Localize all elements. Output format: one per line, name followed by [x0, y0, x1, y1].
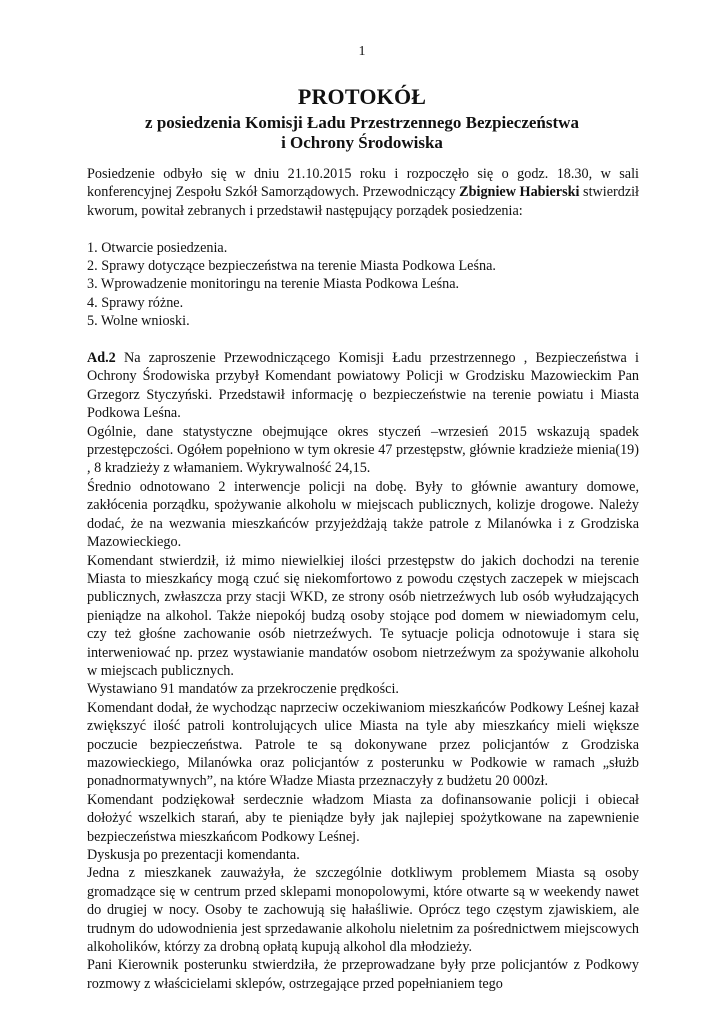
document-title: PROTOKÓŁ [297, 84, 427, 109]
document-body [87, 165, 639, 993]
body-paragraph: Komendant stwierdził, iż mimo niewielkiej ilości przestępstw do jakich dochodzi na terenie Miasta to mieszkańcy mogą czuć się niekomfortowo z powodu częstych zaczepek w miejscach publicznych, zwłaszcza przy stacji WKD, ze strony osób nietrzeźwych lub osób wyłudzających pieniądze na alkohol. Także niepokój budzą osoby stojące pod domem w niewiadomym celu, czy też głośne zachowanie osób nietrzeźwych. Te sytuacje policja odnotowuje i stara się interweniować np. przez wystawianie mandatów osobom nietrzeźwym za spożywanie alkoholu w miejscach publicznych. [87, 552, 639, 679]
ad2-label: Ad.2 [87, 350, 116, 367]
chairman-name: Zbigniew Habierski [459, 184, 580, 201]
agenda-item: 2. Sprawy dotyczące bezpieczeństwa na terenie Miasta Podkowa Leśna. [87, 258, 496, 275]
body-paragraph: Ogólnie, dane statystyczne obejmujące okres styczeń –wrzesień 2015 wskazują spadek przestępczości. Ogółem popełniono w tym okresie 47 przestępstw, głównie kradzieże mienia(19) , 8 kradzieży z włamaniem. Wykrywalność 24,15. [87, 423, 639, 477]
intro-text-2: stwierdził kworum, powitał zebranych i przedstawił następujący porządek posiedzenia: [87, 184, 639, 219]
body-paragraph: Średnio odnotowano 2 interwencje policji na dobę. Były to głównie awantury domowe, zakłócenia porządku, spożywanie alkoholu w miejscach publicznych, kolizje drogowe. Należy dodać, że na wezwania mieszkańców przyjeżdżają także patrole z Milanówka i z Grodziska Mazowieckiego. [87, 478, 639, 551]
body-paragraph: Komendant dodał, że wychodząc naprzeciw oczekiwaniom mieszkańców Podkowy Leśnej kazał zwiększyć ilość patroli kontrolujących ulice Miasta na tyle aby mieszkańcy mieli większe poczucie bezpieczeństwa. Patrole te są dokonywane przez policjantów z Grodziska mazowieckiego, Milanówka oraz policjantów z posterunku w Podkowie w ramach „służb ponadnormatywnych”, na które Władze Miasta przeznaczyły z budżetu 20 000zł. [87, 699, 639, 790]
document-subtitle [0, 113, 724, 153]
agenda-item: 3. Wprowadzenie monitoringu na terenie Miasta Podkowa Leśna. [87, 276, 460, 293]
page-number: 1 [358, 44, 366, 59]
subtitle-line-1: z posiedzenia Komisji Ładu Przestrzennego Bezpieczeństwa [145, 113, 579, 132]
intro-paragraph [87, 165, 639, 220]
ad2-paragraph [87, 349, 639, 423]
agenda-item: 1. Otwarcie posiedzenia. [87, 239, 228, 256]
body-paragraph: Komendant podziękował serdecznie władzom Miasta za dofinansowanie policji i obiecał dołożyć wszelkich starań, aby te pieniądze były jak najlepiej spożytkowane na zapewnienie bezpieczeństwa mieszkańcom Podkowy Leśnej. [87, 791, 639, 845]
body-paragraph: Wystawiano 91 mandatów za przekroczenie prędkości. [87, 681, 399, 698]
body-paragraph: Jedna z mieszkanek zauważyła, że szczególnie dotkliwym problemem Miasta są osoby gromadzące się w centrum przed sklepami monopolowymi, które otwarte są w weekendy nawet do drugiej w nocy. Osoby te zachowują się hałaśliwie. Oprócz tego częstym zjawiskiem, ale trudnym do udowodnienia jest sprzedawanie alkoholu nieletnim za pośrednictwem miejscowych alkoholików, którzy za drobną opłatą kupują alkohol dla młodzieży. [87, 865, 639, 956]
subtitle-line-2: i Ochrony Środowiska [281, 133, 443, 152]
ad2-text: Na zaproszenie Przewodniczącego Komisji Ładu przestrzennego , Bezpieczeństwa i Ochrony Środowiska przybył Komendant powiatowy Policji w Grodzisku Mazowieckim Pan Grzegorz Styczyński. Przedstawił informację o bezpieczeństwie na terenie powiatu i Miasta Podkowa Leśna. [87, 350, 639, 422]
agenda-item: 4. Sprawy różne. [87, 294, 184, 311]
body-paragraph: Pani Kierownik posterunku stwierdziła, że przeprowadzane były prze policjantów z Podkowy rozmowy z właścicielami sklepów, ostrzegające przed popełnianiem tego [87, 957, 639, 992]
agenda-list [87, 239, 639, 331]
intro-text-1: Posiedzenie odbyło się w dniu 21.10.2015 roku i rozpoczęło się o godz. 18.30, w sali konferencyjnej Zespołu Szkół Samorządowych. Przewodniczący [87, 166, 639, 201]
body-paragraph: Dyskusja po prezentacji komendanta. [87, 847, 300, 863]
agenda-item: 5. Wolne wnioski. [87, 313, 190, 330]
